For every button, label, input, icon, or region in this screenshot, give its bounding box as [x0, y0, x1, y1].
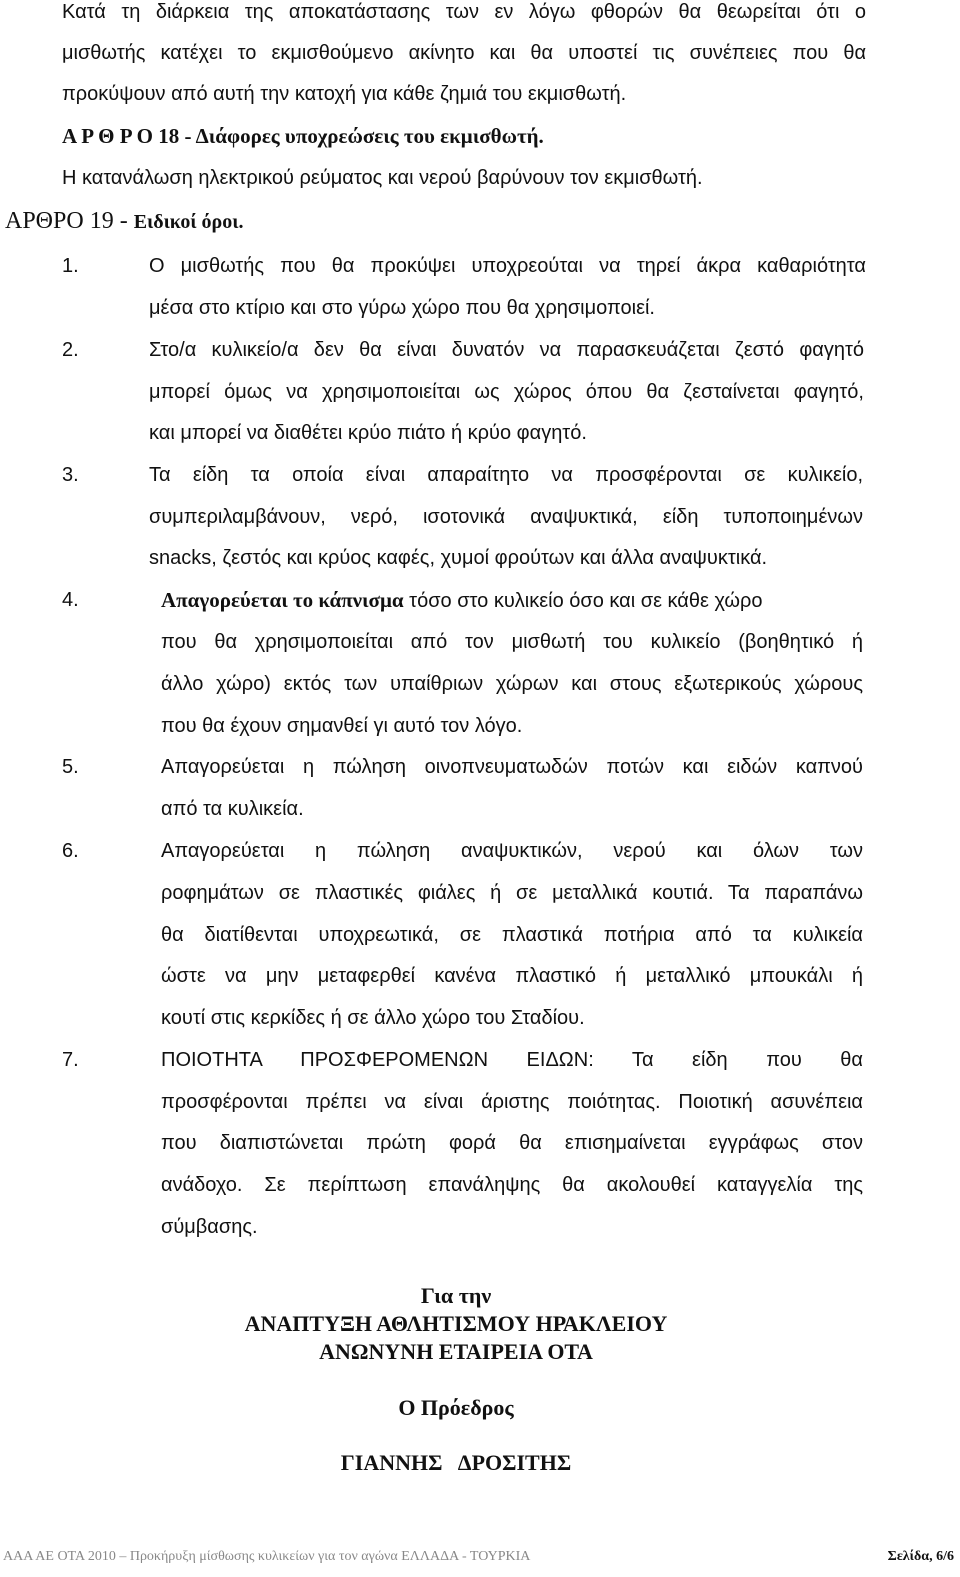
item-number: 6. [62, 840, 79, 862]
article-19-title-rest: Ειδικοί όροι. [133, 211, 244, 233]
article-19-title-prefix: ΑΡΘΡΟ 19 - [5, 208, 134, 234]
article-18-text: Η κατανάλωση ηλεκτρικού ρεύματος και νερού βαρύνουν τον εκμισθωτή. [62, 167, 703, 189]
item-number: 5. [62, 756, 79, 778]
item-7-line: που διαπιστώνεται πρώτη φορά θα επισημαίνεται εγγράφως στον [161, 1132, 863, 1154]
item-4-line: που θα χρησιμοποιείται από τον μισθωτή του κυλικείο (βοηθητικό ή [161, 631, 863, 653]
item-4-first-line [161, 588, 763, 613]
item-number: 4. [62, 589, 79, 611]
item-4-line: που θα έχουν σημανθεί γι αυτό τον λόγο. [161, 715, 523, 737]
item-6-line: ώστε να μην μεταφερθεί κανένα πλαστικό ή μεταλλικό μπουκάλι ή [161, 965, 863, 987]
item-3-line: συμπεριλαμβάνουν, νερό, ισοτονικά αναψυκτικά, είδη τυποποιημένων [149, 506, 863, 528]
item-5-line: Απαγορεύεται η πώληση οινοπνευματωδών ποτών και ειδών καπνού [161, 756, 863, 778]
item-2-line: μπορεί όμως να χρησιμοποιείται ως χώρος όπου θα ζεσταίνεται φαγητό, [149, 381, 864, 403]
item-6-line: ροφημάτων σε πλαστικές φιάλες ή σε μεταλλικά κουτιά. Τα παραπάνω [161, 882, 863, 904]
signature-org-line1: ΑΝΑΠΤΥΞΗ ΑΘΛΗΤΙΣΜΟΥ ΗΡΑΚΛΕΙΟΥ [244, 1311, 668, 1336]
item-1-line: μέσα στο κτίριο και στο γύρω χώρο που θα χρησιμοποιεί. [149, 297, 655, 319]
signature-name: ΓΙΑΝΝΗΣ ΔΡΟΣΙΤΗΣ [340, 1450, 572, 1475]
item-6-line: Απαγορεύεται η πώληση αναψυκτικών, νερού και όλων των [161, 840, 863, 862]
item-6-line: κουτί στις κερκίδες ή σε άλλο χώρο του Σταδίου. [161, 1007, 585, 1029]
footer-title: ΑΑΑ ΑΕ ΟΤΑ 2010 – Προκήρυξη μίσθωσης κυλικείων για τον αγώνα ΕΛΛΑΔΑ - ΤΟΥΡΚΙΑ [3, 1549, 531, 1564]
item-1-line: Ο μισθωτής που θα προκύψει υποχρεούται να τηρεί άκρα καθαριότητα [149, 255, 866, 277]
signature-org-line2: ΑΝΩΝΥΝΗ ΕΤΑΙΡΕΙΑ ΟΤΑ [319, 1339, 593, 1364]
intro-line: προκύψουν από αυτή την κατοχή για κάθε ζημιά του εκμισθωτή. [62, 83, 627, 105]
item-7-line: σύμβασης. [161, 1216, 258, 1238]
item-number: 2. [62, 339, 79, 361]
no-smoking-bold: Απαγορεύεται το κάπνισμα [161, 588, 404, 612]
item-number: 1. [62, 255, 79, 277]
item-3-line: Τα είδη τα οποία είναι απαραίτητο να προσφέρονται σε κυλικείο, [149, 464, 863, 486]
item-7-line: ανάδοχο. Σε περίπτωση επανάληψης θα ακολουθεί καταγγελία της [161, 1174, 863, 1196]
intro-line: Κατά τη διάρκεια της αποκατάστασης των εν λόγω φθορών θα θεωρείται ότι ο [62, 1, 866, 23]
signature-role: Ο Πρόεδρος [398, 1395, 514, 1420]
item-7-line: προσφέρονται πρέπει να είναι άριστης ποιότητας. Ποιοτική ασυνέπεια [161, 1091, 863, 1113]
item-number: 7. [62, 1049, 79, 1071]
item-3-line: snacks, ζεστός και κρύος καφές, χυμοί φρούτων και άλλα αναψυκτικά. [149, 547, 768, 569]
item-4-line: άλλο χώρο) εκτός των υπαίθριων χώρων και στους εξωτερικούς χώρους [161, 673, 863, 695]
intro-line: μισθωτής κατέχει το εκμισθούμενο ακίνητο και θα υποστεί τις συνέπειες που θα [62, 42, 866, 64]
item-number: 3. [62, 464, 79, 486]
article-19-title [5, 207, 243, 236]
item-6-line: θα διατίθενται υποχρεωτικά, σε πλαστικά ποτήρια από τα κυλικεία [161, 924, 863, 946]
article-18-title: Α Ρ Θ Ρ Ο 18 - Διάφορες υποχρεώσεις του εκμισθωτή. [62, 124, 544, 148]
item-2-line: Στο/α κυλικείο/α δεν θα είναι δυνατόν να παρασκευάζεται ζεστό φαγητό [149, 339, 864, 361]
item-7-line: ΠΟΙΟΤΗΤΑ ΠΡΟΣΦΕΡΟΜΕΝΩΝ ΕΙΔΩΝ: Τα είδη που θα [161, 1049, 863, 1071]
item-5-line: από τα κυλικεία. [161, 798, 304, 820]
item-2-line: και μπορεί να διαθέτει κρύο πιάτο ή κρύο φαγητό. [149, 422, 587, 444]
signature-for-the: Για την [420, 1283, 492, 1308]
footer-page-number: Σελίδα, 6/6 [887, 1549, 954, 1564]
item-4-first-rest: τόσο στο κυλικείο όσο και σε κάθε χώρο [403, 590, 763, 612]
